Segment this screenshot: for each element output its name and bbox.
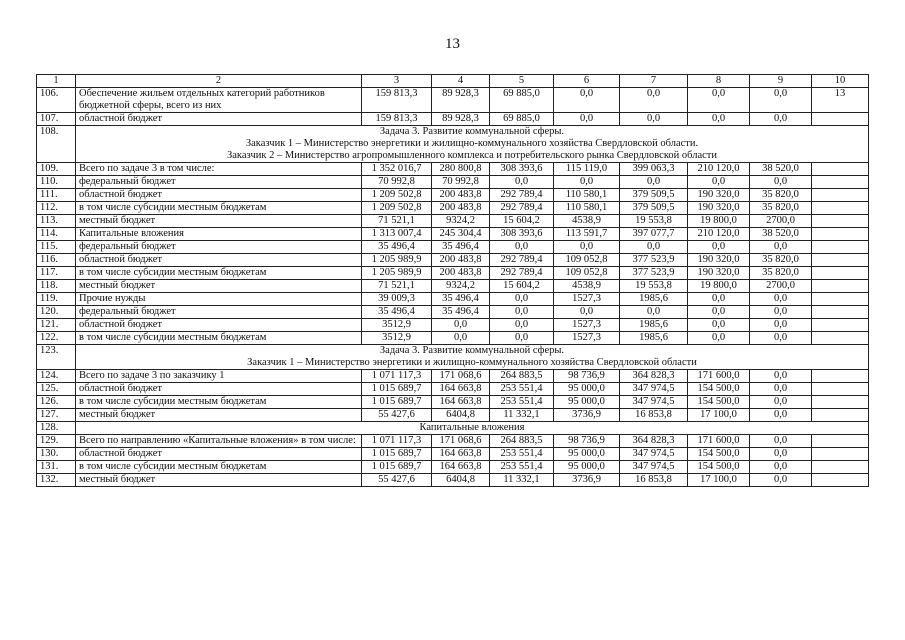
row-number: 112.: [37, 202, 76, 215]
value-cell: 35 820,0: [750, 189, 812, 202]
section-row: [37, 345, 869, 370]
value-cell: 39 009,3: [362, 293, 432, 306]
value-cell: 0,0: [750, 306, 812, 319]
value-cell: 264 883,5: [490, 370, 554, 383]
value-cell: 1 352 016,7: [362, 163, 432, 176]
value-cell: 0,0: [554, 176, 620, 189]
value-cell: 0,0: [750, 409, 812, 422]
section-heading-line: Заказчик 1 – Министерство энергетики и жилищно-коммунального хозяйства Свердловской области.: [245, 138, 699, 149]
row-label: местный бюджет: [76, 409, 362, 422]
value-cell: 35 496,4: [362, 241, 432, 254]
value-cell: 70 992,8: [432, 176, 490, 189]
row-label: Всего по задаче 3 по заказчику 1: [76, 370, 362, 383]
value-cell: [812, 435, 869, 448]
value-cell: [812, 280, 869, 293]
value-cell: 379 509,5: [620, 189, 688, 202]
value-cell: 9324,2: [432, 215, 490, 228]
value-cell: 0,0: [554, 306, 620, 319]
row-number: 129.: [37, 435, 76, 448]
value-cell: 292 789,4: [490, 189, 554, 202]
value-cell: 35 496,4: [362, 306, 432, 319]
table-row: [37, 176, 869, 189]
value-cell: 253 551,4: [490, 448, 554, 461]
value-cell: 171 600,0: [688, 435, 750, 448]
section-heading-line: Заказчик 1 – Министерство энергетики и жилищно-коммунального хозяйства Свердловской области: [247, 357, 697, 368]
value-cell: 292 789,4: [490, 202, 554, 215]
value-cell: 190 320,0: [688, 202, 750, 215]
value-cell: 0,0: [750, 370, 812, 383]
row-number: 115.: [37, 241, 76, 254]
value-cell: [812, 409, 869, 422]
value-cell: [812, 202, 869, 215]
row-label: в том числе субсидии местным бюджетам: [76, 267, 362, 280]
row-number: 132.: [37, 474, 76, 487]
table-row: [37, 448, 869, 461]
value-cell: [812, 163, 869, 176]
table-row: [37, 383, 869, 396]
table-row: [37, 280, 869, 293]
header-cell: 9: [750, 75, 812, 88]
value-cell: 55 427,6: [362, 474, 432, 487]
table-row: [37, 396, 869, 409]
value-cell: 164 663,8: [432, 448, 490, 461]
value-cell: 70 992,8: [362, 176, 432, 189]
value-cell: 0,0: [750, 319, 812, 332]
table-row: [37, 88, 869, 113]
value-cell: 308 393,6: [490, 163, 554, 176]
value-cell: [812, 383, 869, 396]
value-cell: 17 100,0: [688, 409, 750, 422]
value-cell: [812, 474, 869, 487]
value-cell: 35 820,0: [750, 267, 812, 280]
value-cell: 6404,8: [432, 409, 490, 422]
value-cell: [812, 306, 869, 319]
row-label: Прочие нужды: [76, 293, 362, 306]
table-row: [37, 228, 869, 241]
value-cell: 35 820,0: [750, 202, 812, 215]
table-row: [37, 409, 869, 422]
value-cell: 35 820,0: [750, 254, 812, 267]
row-number: 111.: [37, 189, 76, 202]
value-cell: 109 052,8: [554, 254, 620, 267]
row-number: 114.: [37, 228, 76, 241]
header-cell: 1: [37, 75, 76, 88]
value-cell: 98 736,9: [554, 435, 620, 448]
header-cell: 7: [620, 75, 688, 88]
section-heading-line: Заказчик 2 – Министерство агропромышленного комплекса и потребительского рынка Свердловской области: [227, 150, 717, 161]
value-cell: 0,0: [750, 461, 812, 474]
row-number: 119.: [37, 293, 76, 306]
section-row: [37, 126, 869, 163]
value-cell: 0,0: [554, 113, 620, 126]
section-row: [37, 422, 869, 435]
row-label: областной бюджет: [76, 383, 362, 396]
value-cell: 17 100,0: [688, 474, 750, 487]
value-cell: 0,0: [620, 113, 688, 126]
value-cell: 1 015 689,7: [362, 396, 432, 409]
value-cell: 15 604,2: [490, 215, 554, 228]
row-label: федеральный бюджет: [76, 241, 362, 254]
value-cell: 0,0: [750, 241, 812, 254]
row-number: 120.: [37, 306, 76, 319]
value-cell: 2700,0: [750, 280, 812, 293]
value-cell: 15 604,2: [490, 280, 554, 293]
value-cell: [812, 293, 869, 306]
table-row: [37, 293, 869, 306]
table-row: [37, 435, 869, 448]
value-cell: [812, 448, 869, 461]
value-cell: 19 800,0: [688, 280, 750, 293]
row-label: местный бюджет: [76, 474, 362, 487]
value-cell: 397 077,7: [620, 228, 688, 241]
row-number: 118.: [37, 280, 76, 293]
value-cell: 0,0: [750, 448, 812, 461]
table-row: [37, 474, 869, 487]
value-cell: [812, 241, 869, 254]
header-row: [37, 75, 869, 88]
value-cell: 38 520,0: [750, 163, 812, 176]
row-label: областной бюджет: [76, 113, 362, 126]
value-cell: 19 800,0: [688, 215, 750, 228]
value-cell: 1 015 689,7: [362, 448, 432, 461]
value-cell: 200 483,8: [432, 254, 490, 267]
value-cell: 0,0: [750, 176, 812, 189]
value-cell: 347 974,5: [620, 396, 688, 409]
value-cell: 3736,9: [554, 409, 620, 422]
row-label: федеральный бюджет: [76, 306, 362, 319]
value-cell: [812, 319, 869, 332]
section-heading: [76, 422, 869, 435]
value-cell: 11 332,1: [490, 474, 554, 487]
value-cell: 0,0: [750, 435, 812, 448]
row-number: 128.: [37, 422, 76, 435]
value-cell: 1527,3: [554, 319, 620, 332]
value-cell: 0,0: [490, 241, 554, 254]
row-number: 108.: [37, 126, 76, 163]
value-cell: 1527,3: [554, 293, 620, 306]
row-number: 124.: [37, 370, 76, 383]
value-cell: 4538,9: [554, 215, 620, 228]
row-label: областной бюджет: [76, 189, 362, 202]
row-label: местный бюджет: [76, 215, 362, 228]
value-cell: 69 885,0: [490, 88, 554, 113]
value-cell: 292 789,4: [490, 267, 554, 280]
value-cell: 19 553,8: [620, 215, 688, 228]
header-cell: 5: [490, 75, 554, 88]
value-cell: 190 320,0: [688, 189, 750, 202]
row-label: в том числе субсидии местным бюджетам: [76, 332, 362, 345]
row-number: 113.: [37, 215, 76, 228]
value-cell: 200 483,8: [432, 267, 490, 280]
value-cell: 364 828,3: [620, 370, 688, 383]
value-cell: 154 500,0: [688, 396, 750, 409]
row-label: Капитальные вложения: [76, 228, 362, 241]
value-cell: 253 551,4: [490, 461, 554, 474]
value-cell: 71 521,1: [362, 215, 432, 228]
value-cell: 115 119,0: [554, 163, 620, 176]
value-cell: 154 500,0: [688, 461, 750, 474]
value-cell: 0,0: [688, 319, 750, 332]
value-cell: 0,0: [554, 88, 620, 113]
row-number: 109.: [37, 163, 76, 176]
row-number: 127.: [37, 409, 76, 422]
value-cell: 4538,9: [554, 280, 620, 293]
value-cell: 0,0: [750, 474, 812, 487]
value-cell: 347 974,5: [620, 461, 688, 474]
value-cell: 9324,2: [432, 280, 490, 293]
value-cell: 308 393,6: [490, 228, 554, 241]
value-cell: 154 500,0: [688, 448, 750, 461]
value-cell: 0,0: [620, 306, 688, 319]
row-number: 123.: [37, 345, 76, 370]
value-cell: 0,0: [490, 176, 554, 189]
row-number: 131.: [37, 461, 76, 474]
row-number: 110.: [37, 176, 76, 189]
row-number: 121.: [37, 319, 76, 332]
table-row: [37, 461, 869, 474]
value-cell: 280 800,8: [432, 163, 490, 176]
value-cell: [812, 267, 869, 280]
table-row: [37, 254, 869, 267]
value-cell: 16 853,8: [620, 474, 688, 487]
value-cell: 377 523,9: [620, 267, 688, 280]
table-row: [37, 370, 869, 383]
section-heading-line: Капитальные вложения: [419, 422, 525, 433]
table-row: [37, 189, 869, 202]
value-cell: 0,0: [554, 241, 620, 254]
value-cell: 2700,0: [750, 215, 812, 228]
value-cell: 0,0: [688, 306, 750, 319]
value-cell: 0,0: [750, 396, 812, 409]
value-cell: 200 483,8: [432, 189, 490, 202]
value-cell: 6404,8: [432, 474, 490, 487]
row-label: Обеспечение жильем отдельных категорий работников бюджетной сферы, всего из них: [76, 88, 362, 113]
table-row: [37, 267, 869, 280]
value-cell: 16 853,8: [620, 409, 688, 422]
value-cell: 159 813,3: [362, 88, 432, 113]
value-cell: 0,0: [750, 113, 812, 126]
value-cell: 347 974,5: [620, 383, 688, 396]
value-cell: 264 883,5: [490, 435, 554, 448]
value-cell: 377 523,9: [620, 254, 688, 267]
value-cell: 3736,9: [554, 474, 620, 487]
value-cell: [812, 370, 869, 383]
value-cell: 210 120,0: [688, 228, 750, 241]
row-label: в том числе субсидии местным бюджетам: [76, 396, 362, 409]
section-heading-line: Задача 3. Развитие коммунальной сферы.: [379, 345, 565, 356]
value-cell: 200 483,8: [432, 202, 490, 215]
value-cell: 89 928,3: [432, 88, 490, 113]
value-cell: 0,0: [750, 293, 812, 306]
value-cell: 110 580,1: [554, 189, 620, 202]
value-cell: 55 427,6: [362, 409, 432, 422]
value-cell: 0,0: [688, 176, 750, 189]
value-cell: 98 736,9: [554, 370, 620, 383]
value-cell: 1 209 502,8: [362, 189, 432, 202]
value-cell: 69 885,0: [490, 113, 554, 126]
value-cell: 210 120,0: [688, 163, 750, 176]
value-cell: 19 553,8: [620, 280, 688, 293]
value-cell: 1 205 989,9: [362, 267, 432, 280]
value-cell: 109 052,8: [554, 267, 620, 280]
value-cell: 95 000,0: [554, 396, 620, 409]
value-cell: 1 313 007,4: [362, 228, 432, 241]
value-cell: [812, 176, 869, 189]
header-cell: 10: [812, 75, 869, 88]
row-label: Всего по задаче 3 в том числе:: [76, 163, 362, 176]
value-cell: 0,0: [750, 88, 812, 113]
value-cell: [812, 189, 869, 202]
row-number: 116.: [37, 254, 76, 267]
row-label: областной бюджет: [76, 254, 362, 267]
value-cell: 0,0: [688, 88, 750, 113]
value-cell: 35 496,4: [432, 241, 490, 254]
row-label: в том числе субсидии местным бюджетам: [76, 461, 362, 474]
value-cell: 1 015 689,7: [362, 383, 432, 396]
value-cell: [812, 228, 869, 241]
table-row: [37, 241, 869, 254]
table-row: [37, 319, 869, 332]
header-cell: 2: [76, 75, 362, 88]
value-cell: 379 509,5: [620, 202, 688, 215]
value-cell: 95 000,0: [554, 448, 620, 461]
value-cell: 159 813,3: [362, 113, 432, 126]
value-cell: 0,0: [688, 241, 750, 254]
value-cell: 3512,9: [362, 319, 432, 332]
section-heading-line: Задача 3. Развитие коммунальной сферы.: [379, 126, 565, 137]
value-cell: 171 068,6: [432, 370, 490, 383]
value-cell: 0,0: [620, 241, 688, 254]
value-cell: 0,0: [688, 332, 750, 345]
row-number: 107.: [37, 113, 76, 126]
table-body: [37, 75, 869, 487]
value-cell: 0,0: [432, 319, 490, 332]
row-label: местный бюджет: [76, 280, 362, 293]
table-row: [37, 113, 869, 126]
value-cell: [812, 113, 869, 126]
row-number: 122.: [37, 332, 76, 345]
value-cell: 1 015 689,7: [362, 461, 432, 474]
value-cell: 0,0: [490, 332, 554, 345]
value-cell: 292 789,4: [490, 254, 554, 267]
budget-table: [36, 74, 869, 487]
row-label: областной бюджет: [76, 319, 362, 332]
section-heading: [76, 345, 869, 370]
value-cell: 0,0: [750, 332, 812, 345]
value-cell: 1 071 117,3: [362, 370, 432, 383]
value-cell: 0,0: [490, 293, 554, 306]
value-cell: 0,0: [490, 306, 554, 319]
row-label: Всего по направлению «Капитальные вложения» в том числе:: [76, 435, 362, 448]
value-cell: 245 304,4: [432, 228, 490, 241]
value-cell: 0,0: [490, 319, 554, 332]
row-label: в том числе субсидии местным бюджетам: [76, 202, 362, 215]
row-number: 106.: [37, 88, 76, 113]
header-cell: 8: [688, 75, 750, 88]
value-cell: 13: [812, 88, 869, 113]
page-number: 13: [445, 36, 460, 52]
value-cell: 1 205 989,9: [362, 254, 432, 267]
value-cell: [812, 461, 869, 474]
table-row: [37, 202, 869, 215]
value-cell: 1527,3: [554, 332, 620, 345]
row-label: федеральный бюджет: [76, 176, 362, 189]
row-number: 126.: [37, 396, 76, 409]
value-cell: 0,0: [620, 176, 688, 189]
value-cell: 154 500,0: [688, 383, 750, 396]
value-cell: 171 600,0: [688, 370, 750, 383]
header-cell: 6: [554, 75, 620, 88]
value-cell: [812, 254, 869, 267]
table-row: [37, 163, 869, 176]
value-cell: [812, 332, 869, 345]
value-cell: 35 496,4: [432, 293, 490, 306]
header-cell: 3: [362, 75, 432, 88]
value-cell: 347 974,5: [620, 448, 688, 461]
value-cell: 113 591,7: [554, 228, 620, 241]
value-cell: [812, 396, 869, 409]
value-cell: 0,0: [688, 113, 750, 126]
value-cell: 1985,6: [620, 319, 688, 332]
value-cell: 1985,6: [620, 332, 688, 345]
value-cell: 95 000,0: [554, 383, 620, 396]
value-cell: 364 828,3: [620, 435, 688, 448]
value-cell: 190 320,0: [688, 267, 750, 280]
row-number: 125.: [37, 383, 76, 396]
value-cell: 1 071 117,3: [362, 435, 432, 448]
value-cell: 11 332,1: [490, 409, 554, 422]
value-cell: 95 000,0: [554, 461, 620, 474]
value-cell: 164 663,8: [432, 383, 490, 396]
value-cell: 1985,6: [620, 293, 688, 306]
value-cell: 89 928,3: [432, 113, 490, 126]
section-heading: [76, 126, 869, 163]
value-cell: 190 320,0: [688, 254, 750, 267]
value-cell: 164 663,8: [432, 461, 490, 474]
value-cell: 3512,9: [362, 332, 432, 345]
row-label: областной бюджет: [76, 448, 362, 461]
value-cell: 0,0: [620, 88, 688, 113]
value-cell: 71 521,1: [362, 280, 432, 293]
table-row: [37, 306, 869, 319]
row-number: 117.: [37, 267, 76, 280]
value-cell: 0,0: [688, 293, 750, 306]
row-number: 130.: [37, 448, 76, 461]
value-cell: 110 580,1: [554, 202, 620, 215]
value-cell: 38 520,0: [750, 228, 812, 241]
value-cell: 253 551,4: [490, 383, 554, 396]
value-cell: [812, 215, 869, 228]
value-cell: 164 663,8: [432, 396, 490, 409]
value-cell: 35 496,4: [432, 306, 490, 319]
value-cell: 253 551,4: [490, 396, 554, 409]
table-row: [37, 215, 869, 228]
value-cell: 171 068,6: [432, 435, 490, 448]
header-cell: 4: [432, 75, 490, 88]
value-cell: 0,0: [432, 332, 490, 345]
value-cell: 0,0: [750, 383, 812, 396]
value-cell: 399 063,3: [620, 163, 688, 176]
value-cell: 1 209 502,8: [362, 202, 432, 215]
table-row: [37, 332, 869, 345]
